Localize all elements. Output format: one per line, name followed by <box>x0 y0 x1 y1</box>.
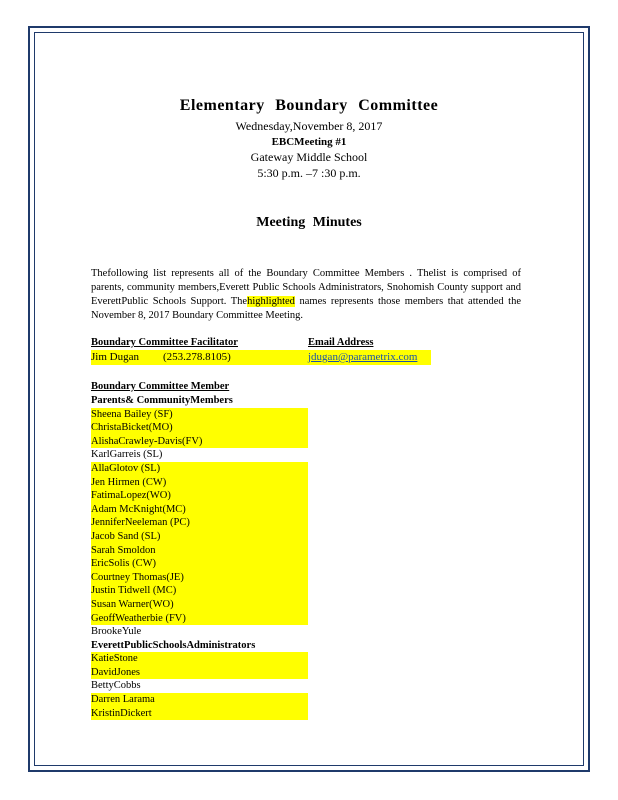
member-row: KarlGarreis (SL) <box>91 449 163 461</box>
facilitator-phone: (253.278.8105) <box>163 351 231 363</box>
member-row: Justin Tidwell (MC) <box>91 584 308 598</box>
member-row: Courtney Thomas(JE) <box>91 571 308 585</box>
document-title: Elementary Boundary Committee <box>179 97 439 114</box>
member-row: Adam McKnight(MC) <box>91 503 308 517</box>
member-row: Susan Warner(WO) <box>91 598 308 612</box>
intro-text-end: names represents those members that attended the November 8, 2017 Boundary Committee Meeting. <box>91 296 521 321</box>
email-heading: Email Address <box>308 337 374 348</box>
member-group-title: EverettPublicSchoolsAdministrators <box>91 639 256 651</box>
member-row: KatieStone <box>91 652 308 666</box>
member-row: GeoffWeatherbie (FV) <box>91 612 308 626</box>
member-row: Sheena Bailey (SF) <box>91 408 308 422</box>
member-row: BettyCobbs <box>91 680 141 692</box>
facilitator-row <box>91 350 431 365</box>
members-list <box>91 394 308 720</box>
member-row: JenniferNeeleman (PC) <box>91 516 308 530</box>
minutes-title: Meeting Minutes <box>256 215 362 230</box>
members-heading: Boundary Committee Member <box>91 381 230 392</box>
meeting-location: Gateway Middle School <box>250 150 368 164</box>
meeting-date: Wednesday,November 8, 2017 <box>235 119 383 133</box>
member-row: DavidJones <box>91 666 308 680</box>
facilitator-heading: Boundary Committee Facilitator <box>91 337 238 348</box>
member-row: KristinDickert <box>91 707 308 721</box>
facilitator-email-link[interactable]: jdugan@parametrix.com <box>308 351 418 363</box>
member-row: AllaGlotov (SL) <box>91 462 308 476</box>
member-row: AlishaCrawley-Davis(FV) <box>91 435 308 449</box>
meeting-number: EBCMeeting #1 <box>271 136 347 148</box>
intro-highlighted-word: highlighted <box>247 296 295 307</box>
member-row: EricSolis (CW) <box>91 557 308 571</box>
meeting-time: 5:30 p.m. –7 :30 p.m. <box>257 166 361 180</box>
intro-paragraph <box>91 267 521 323</box>
member-row: ChristaBicket(MO) <box>91 421 308 435</box>
member-row: Jen Hirmen (CW) <box>91 476 308 490</box>
member-row: Jacob Sand (SL) <box>91 530 308 544</box>
intro-text-start: Thefollowing list represents all of the Boundary Committee Members . Thelist is comprised of parents, community members,Everett Public Schools Administrators, Snohomish County support and EverettPublic Schools Support. The <box>91 268 521 307</box>
member-row: BrookeYule <box>91 626 142 638</box>
facilitator-name: Jim Dugan <box>91 351 139 363</box>
member-group-title: Parents& CommunityMembers <box>91 395 233 406</box>
member-row: Sarah Smoldon <box>91 544 308 558</box>
member-row: Darren Larama <box>91 693 308 707</box>
member-row: FatimaLopez(WO) <box>91 489 308 503</box>
